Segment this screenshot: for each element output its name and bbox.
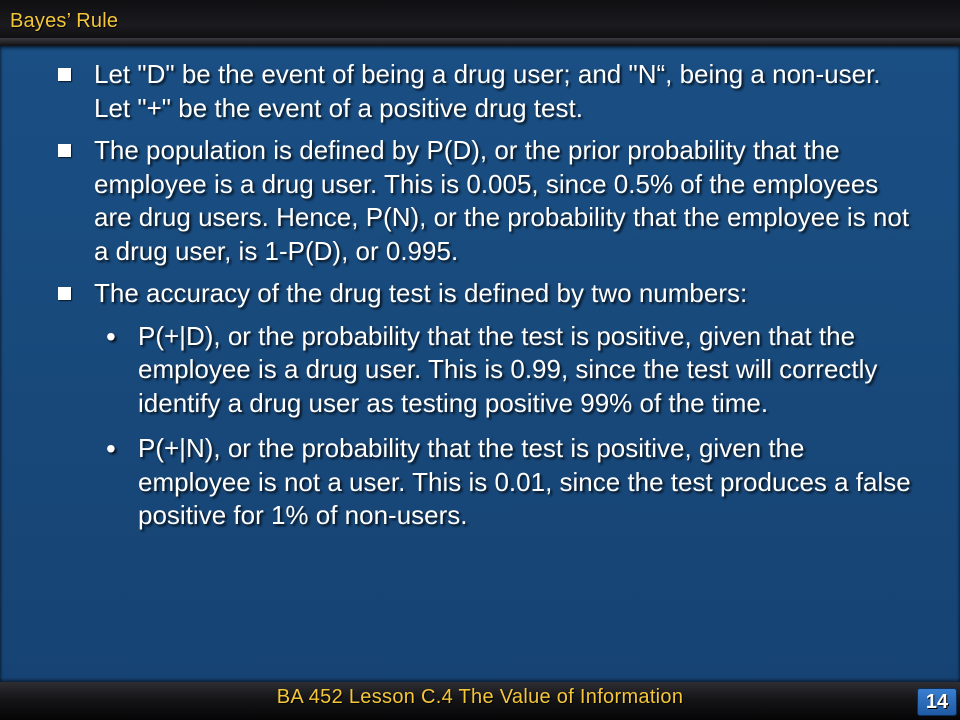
bullet-item-definitions bbox=[56, 58, 916, 125]
footer-course-title: BA 452 Lesson C.4 The Value of Information bbox=[276, 686, 684, 708]
square-bullet-icon bbox=[58, 287, 71, 300]
header-bar bbox=[0, 0, 960, 46]
slide-title: Bayes’ Rule bbox=[10, 10, 119, 32]
page-number-badge: 14 bbox=[917, 688, 957, 716]
sub-bullet-item-false-positive bbox=[56, 432, 916, 533]
square-bullet-icon bbox=[58, 144, 71, 157]
bullet-item-accuracy bbox=[56, 277, 916, 311]
square-bullet-icon bbox=[58, 68, 71, 81]
header-ridge bbox=[0, 38, 960, 46]
sub-bullet-item-true-positive bbox=[56, 320, 916, 421]
sub-bullet-text: P(+|D), or the probability that the test is positive, given that the employee is a drug user. This is 0.99, since the test will correctly identify a drug user as testing positive 99% of the time. bbox=[138, 320, 878, 418]
bullet-text: The accuracy of the drug test is defined by two numbers: bbox=[94, 278, 748, 308]
dot-bullet-icon: • bbox=[106, 320, 116, 352]
dot-bullet-icon: • bbox=[106, 433, 116, 464]
bullet-text: The population is defined by P(D), or the prior probability that the employee is a drug user. This is 0.005, since 0.5% of the employees are drug users. Hence, P(N), or the probability that the employee is not a drug user, is 1-P(D), or 0.995. bbox=[94, 135, 910, 266]
bullet-list bbox=[56, 58, 916, 545]
bullet-text: Let "D" be the event of being a drug user; and "N“, being a non-user. Let "+" be the event of a positive drug test. bbox=[94, 59, 881, 123]
bullet-item-population bbox=[56, 134, 916, 268]
sub-bullet-text: P(+|N), or the probability that the test is positive, given the employee is not a user. This is 0.01, since the test produces a false positive for 1% of non-users. bbox=[138, 433, 911, 530]
sub-bullet-list bbox=[56, 320, 916, 533]
